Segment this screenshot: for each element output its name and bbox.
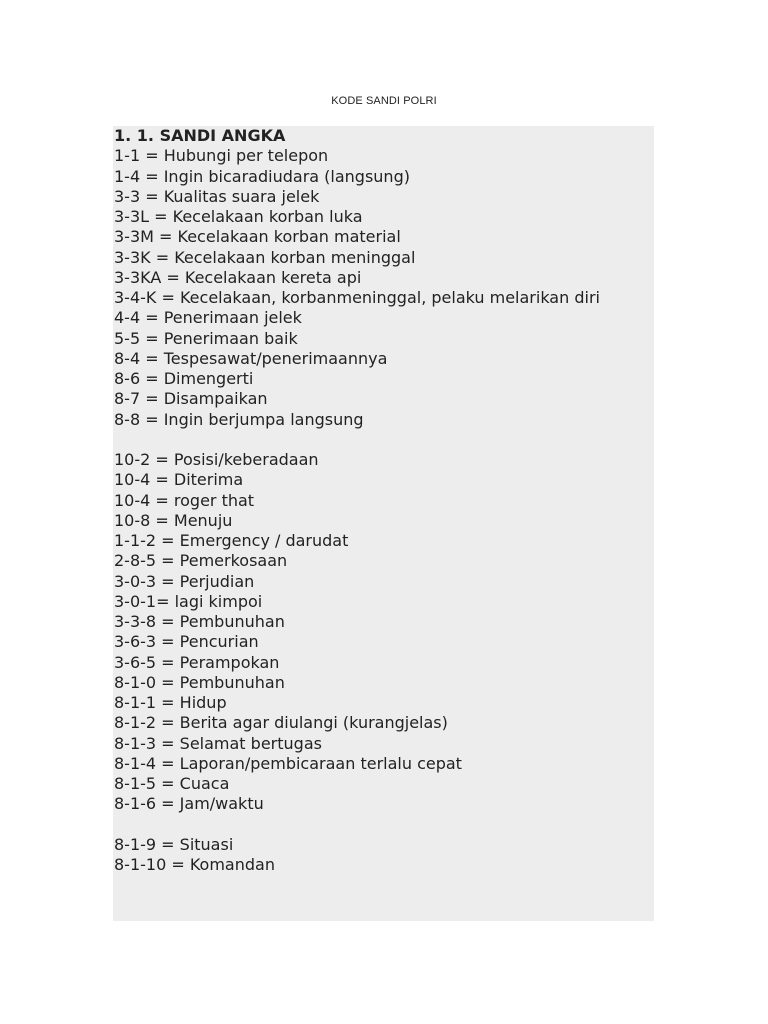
code-entry: 4-4 = Penerimaan jelek [114, 308, 302, 328]
code-entry: 3-0-1= lagi kimpoi [114, 591, 263, 611]
code-entry: 1-4 = Ingin bicaradiudara (langsung) [114, 166, 410, 186]
section-heading: 1. 1. SANDI ANGKA [114, 126, 286, 145]
code-entry: 10-4 = roger that [114, 490, 255, 510]
code-entry: 3-3M = Kecelakaan korban material [114, 227, 401, 247]
code-entry: 8-1-4 = Laporan/pembicaraan terlalu cepat [114, 753, 462, 773]
code-entry: 3-4-K = Kecelakaan, korbanmeninggal, pelaku melarikan diri [114, 288, 600, 307]
code-entry: 8-7 = Disampaikan [114, 389, 268, 409]
document-title: KODE SANDI POLRI [331, 95, 437, 107]
code-entry: 1-1-2 = Emergency / darudat [114, 531, 349, 550]
code-entry: 3-6-3 = Pencurian [114, 632, 259, 652]
code-entry: 3-0-3 = Perjudian [114, 571, 255, 591]
code-entry: 3-3L = Kecelakaan korban luka [114, 207, 363, 226]
code-entry: 3-6-5 = Perampokan [114, 652, 280, 672]
code-entry: 10-2 = Posisi/keberadaan [114, 450, 319, 469]
code-entry: 5-5 = Penerimaan baik [114, 328, 298, 348]
code-entry: 8-1-0 = Pembunuhan [114, 672, 285, 692]
code-entry: 10-4 = Diterima [114, 470, 244, 490]
code-entry: 10-8 = Menuju [114, 510, 233, 530]
code-entry: 3-3KA = Kecelakaan kereta api [114, 267, 362, 287]
code-entry: 8-1-6 = Jam/waktu [114, 794, 264, 814]
code-entry: 8-1-9 = Situasi [114, 834, 234, 854]
code-entry: 3-3 = Kualitas suara jelek [114, 186, 320, 206]
code-group [114, 146, 654, 430]
code-list [114, 126, 654, 875]
code-entry: 8-4 = Tespesawat/penerimaannya [114, 348, 388, 368]
code-group [114, 835, 654, 876]
code-group [114, 450, 654, 815]
code-entry: 8-1-2 = Berita agar diulangi (kurangjelas) [114, 713, 448, 733]
code-entry: 8-1-5 = Cuaca [114, 774, 230, 793]
code-entry: 1-1 = Hubungi per telepon [114, 146, 329, 166]
code-groups [114, 146, 654, 875]
code-entry: 3-3-8 = Pembunuhan [114, 612, 285, 631]
code-entry: 3-3K = Kecelakaan korban meninggal [114, 247, 416, 267]
code-entry: 2-8-5 = Pemerkosaan [114, 551, 288, 571]
code-entry: 8-6 = Dimengerti [114, 369, 254, 388]
code-entry: 8-8 = Ingin berjumpa langsung [114, 409, 364, 429]
code-entry: 8-1-3 = Selamat bertugas [114, 733, 322, 753]
code-entry: 8-1-1 = Hidup [114, 693, 227, 712]
code-entry: 8-1-10 = Komandan [114, 855, 275, 874]
